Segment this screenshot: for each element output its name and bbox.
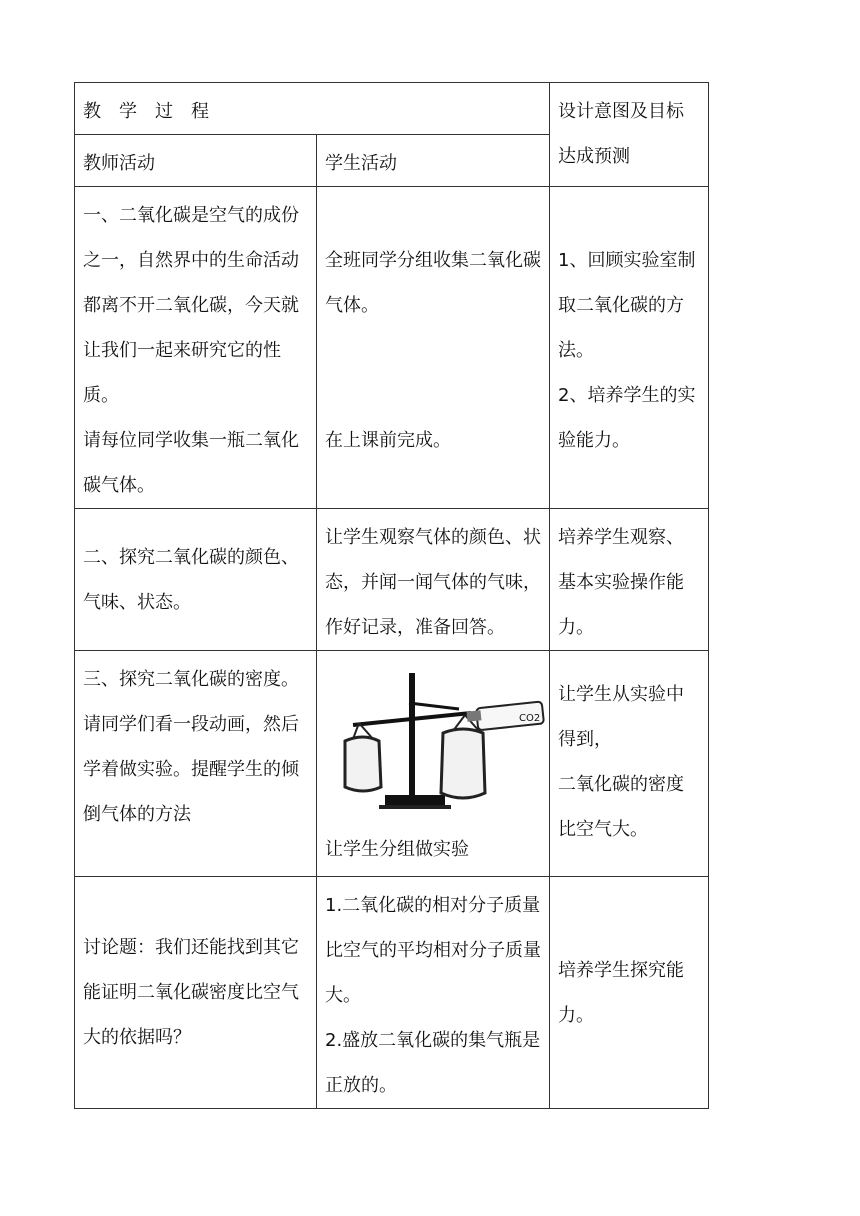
table-row xyxy=(75,187,709,509)
design-intent-header-cell xyxy=(550,83,709,187)
student-text-2: 在上课前完成。 xyxy=(325,430,451,451)
design-cell-4 xyxy=(550,877,709,1109)
design-text: 培养学生探究能力。 xyxy=(558,959,684,1026)
co2-label: CO2 xyxy=(519,713,541,724)
teacher-text: 一、二氧化碳是空气的成份之一，自然界中的生命活动都离不开二氧化碳，今天就让我们一起来研究它的性质。 xyxy=(83,205,299,406)
student-text: 让学生分组做实验 xyxy=(325,839,469,860)
teacher-text: 讨论题：我们还能找到其它能证明二氧化碳密度比空气大的依据吗？ xyxy=(83,937,299,1048)
teacher-cell-3 xyxy=(75,651,317,877)
balance-apparatus-figure xyxy=(325,651,541,827)
table-row xyxy=(75,877,709,1109)
stand-rod xyxy=(409,673,415,798)
teacher-col-label: 教师活动 xyxy=(83,153,155,174)
teacher-cell-4 xyxy=(75,877,317,1109)
teacher-cell-2 xyxy=(75,509,317,651)
student-text: 全班同学分组收集二氧化碳气体。 xyxy=(325,250,541,316)
student-text: 让学生观察气体的颜色、状态，并闻一闻气体的气味，作好记录，准备回答。 xyxy=(325,527,541,638)
design-text: 1、回顾实验室制取二氧化碳的方法。 xyxy=(558,250,696,361)
student-text-2: 2.盛放二氧化碳的集气瓶是正放的。 xyxy=(325,1030,541,1096)
process-title-cell xyxy=(75,83,550,135)
student-cell-4 xyxy=(317,877,550,1109)
table-row xyxy=(75,509,709,651)
teacher-col-header xyxy=(75,135,317,187)
design-intent-title: 设计意图及目标达成预测 xyxy=(558,101,684,167)
student-col-label: 学生活动 xyxy=(325,153,397,174)
design-text-2: 二氧化碳的密度比空气大。 xyxy=(558,774,684,840)
lesson-plan-table xyxy=(74,82,709,1109)
left-paper-bag xyxy=(345,737,381,791)
table-row xyxy=(75,651,709,877)
student-cell-2 xyxy=(317,509,550,651)
design-cell-2 xyxy=(550,509,709,651)
teacher-text: 二、探究二氧化碳的颜色、气味、状态。 xyxy=(83,546,299,613)
teacher-cell-1 xyxy=(75,187,317,509)
design-text: 让学生从实验中得到， xyxy=(558,684,684,750)
student-cell-3 xyxy=(317,651,550,877)
design-cell-1 xyxy=(550,187,709,509)
design-cell-3 xyxy=(550,651,709,877)
teacher-text-2: 请每位同学收集一瓶二氧化碳气体。 xyxy=(83,430,299,496)
design-text-2: 2、培养学生的实验能力。 xyxy=(558,385,696,451)
design-text: 培养学生观察、基本实验操作能力。 xyxy=(558,527,684,638)
teacher-text: 三、探究二氧化碳的密度。请同学们看一段动画，然后学着做实验。提醒学生的倾倒气体的方法 xyxy=(83,669,299,825)
header-row-1 xyxy=(75,83,709,135)
student-cell-1 xyxy=(317,187,550,509)
student-col-header xyxy=(317,135,550,187)
student-text: 1.二氧化碳的相对分子质量比空气的平均相对分子质量大。 xyxy=(325,895,541,1006)
right-paper-bag xyxy=(441,729,485,798)
balance-scale-illustration xyxy=(329,663,550,827)
process-title: 教 学 过 程 xyxy=(83,101,209,122)
